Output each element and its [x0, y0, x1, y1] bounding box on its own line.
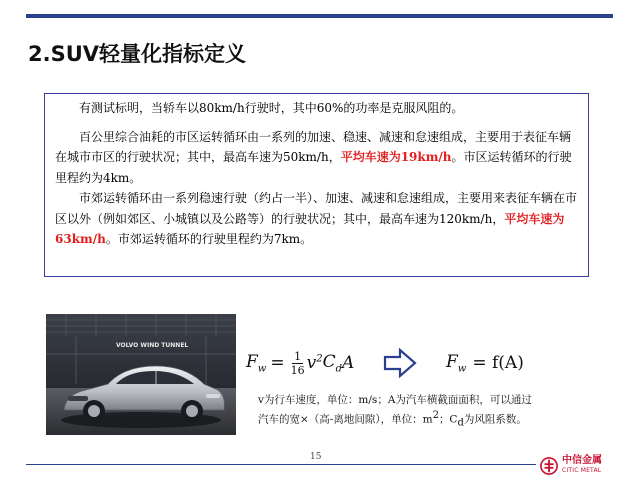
suburban-cycle-text-b: 。市郊运转循环的行驶里程约为7km。: [105, 232, 313, 246]
suburban-cycle-text-a: 市郊运转循环由一系列稳速行驶（约占一半）、加速、减速和怠速组成，主要用来表征车辆在市区以外（例如郊区、小城镇以及公路等）的行驶状况；其中，最高车速为120km/h，: [55, 191, 578, 226]
logo-chinese: 中信金属: [562, 455, 602, 466]
page-number: 15: [310, 452, 322, 462]
urban-cycle-text-a: 百公里综合油耗的市区运转循环由一系列的加速、稳速、减速和怠速组成，主要用于表征车辆在城市市区的行驶状况；其中，最高车速为50km/h，: [55, 129, 572, 164]
drag-coefficient-term: $C_d$: [322, 351, 343, 375]
drag-force-formula: [246, 343, 354, 383]
wind-tunnel-illustration: [46, 314, 236, 435]
definition-textbox: [44, 93, 589, 277]
wind-tunnel-banner: VOLVO WIND TUNNEL: [116, 342, 189, 349]
page-title: 2.SUV轻量化指标定义: [28, 42, 247, 66]
fraction-numerator: 1: [294, 349, 302, 363]
area-term: A: [342, 353, 355, 373]
urban-cycle-text-b: 。市区运转循环的行驶里程约为4km。: [55, 150, 572, 185]
function-formula: [446, 343, 524, 383]
function-rhs: = f(A): [472, 353, 524, 373]
citic-logo-icon: [540, 457, 558, 475]
paragraph-suburban-cycle: [55, 188, 578, 250]
bottom-rule: [26, 464, 536, 465]
force-symbol: $F_w$: [246, 351, 267, 375]
fraction: [291, 350, 305, 377]
urban-average-speed: 平均车速为19km/h: [340, 150, 452, 164]
logo-english: CITIC METAL: [562, 467, 602, 474]
force-symbol-2: $F_w$: [446, 351, 467, 375]
paragraph-wind-resistance: 有测试标明，当轿车以80km/h行驶时，其中60%的功率是克服风阻的。: [79, 101, 464, 115]
suburban-average-speed: 平均车速为63km/h: [55, 211, 565, 246]
note-line-1: v为行车速度，单位：m/s；A为汽车横截面面积，可以通过: [258, 394, 532, 406]
wind-tunnel-car-photo: [46, 314, 236, 435]
formula-explanation: [258, 393, 598, 431]
top-rule: [26, 14, 613, 18]
paragraph-urban-cycle: [55, 127, 578, 189]
note-line-2: 汽车的宽×（高-离地间隙），单位：$m^2$；$C_d$为风阻系数。: [258, 410, 527, 429]
velocity-term: $v^2$: [306, 353, 323, 373]
equals-sign: =: [270, 353, 285, 373]
fraction-denominator: 16: [290, 363, 305, 377]
citic-metal-logo: [540, 455, 620, 477]
arrow-right-icon: [383, 348, 417, 378]
